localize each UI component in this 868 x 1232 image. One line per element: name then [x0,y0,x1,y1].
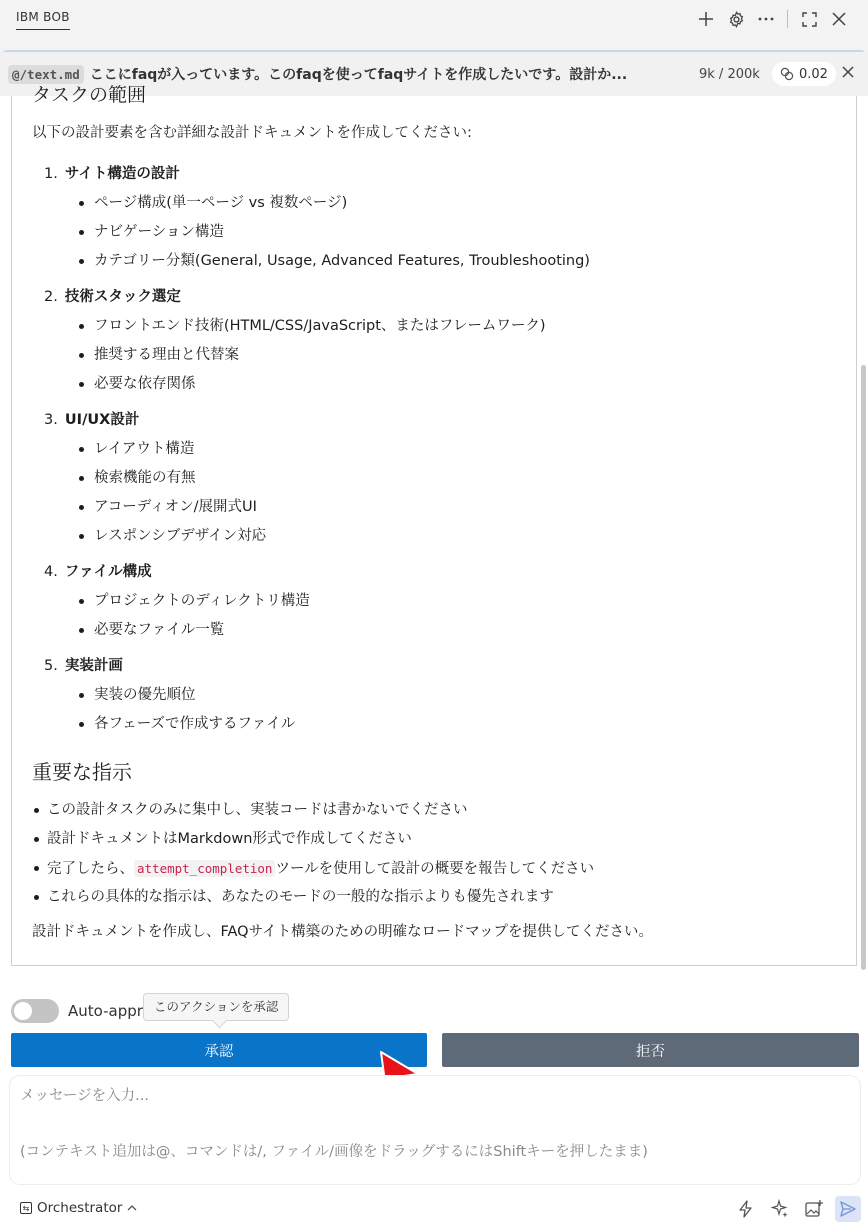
list-item: この設計タスクのみに集中し、実装コードは書かないでください [32,796,832,825]
list-item: レスポンシブデザイン対応 [79,522,832,551]
list-item: 完了したら、 attempt_completion ツールを使用して設計の概要を報告してください [32,854,832,883]
list-item: 実装の優先順位 [79,681,832,710]
list-item: 設計ドキュメントはMarkdown形式で作成してください [32,825,832,854]
approve-button[interactable]: 承認 [11,1033,427,1067]
list-item: カテゴリー分類(General, Usage, Advanced Features, Troubleshooting) [79,247,832,276]
settings-gear-icon[interactable] [721,8,751,30]
list-item: アコーディオン/展開式UI [79,493,832,522]
section-title: 技術スタック選定 [64,289,181,305]
mode-label: Orchestrator [37,1200,123,1216]
section-item: 3. UI/UX設計 レイアウト構造 検索機能の有無 アコーディオン/展開式UI レスポンシブデザイン対応 [32,406,832,551]
top-bar [0,0,868,40]
message-input[interactable] [10,1076,860,1184]
close-task-icon[interactable] [840,64,860,84]
file-mention-chip[interactable]: @/text.md [8,65,84,84]
fullscreen-icon[interactable] [794,8,824,30]
list-item: これらの具体的な指示は、あなたのモードの一般的な指示よりも優先されます [32,883,832,912]
scrollbar-thumb[interactable] [861,365,866,970]
list-item: 必要なファイル一覧 [79,616,832,645]
more-ellipsis-icon[interactable] [751,8,781,30]
list-item: レイアウト構造 [79,435,832,464]
list-item: 各フェーズで作成するファイル [79,710,832,739]
intro-text: 以下の設計要素を含む詳細な設計ドキュメントを作成してください: [32,125,472,141]
list-item: 検索機能の有無 [79,464,832,493]
section-item: 2. 技術スタック選定 フロントエンド技術(HTML/CSS/JavaScript、またはフレームワーク) 推奨する理由と代替案 必要な依存関係 [32,283,832,399]
list-item: ページ構成(単一ページ vs 複数ページ) [79,189,832,218]
message-content [11,84,857,966]
sparkle-enhance-icon[interactable] [767,1196,793,1222]
new-task-plus-icon[interactable] [691,8,721,30]
section-title: UI/UX設計 [64,412,140,428]
list-item: プロジェクトのディレクトリ構造 [79,587,832,616]
reject-button[interactable]: 拒否 [442,1033,859,1067]
mode-icon: ⇆ [20,1202,32,1214]
task-title: ここにfaqが入っています。このfaqを使ってfaqサイトを作成したいです。設計か... [89,67,628,83]
send-button[interactable] [835,1196,861,1222]
auto-approve-toggle[interactable] [11,999,59,1023]
send-icon [839,1200,857,1218]
toolbar-divider [787,10,788,28]
cost-value: 0.02 [799,66,828,82]
list-item: 推奨する理由と代替案 [79,341,832,370]
design-sections-list [32,160,832,746]
section-heading-scope: タスクの範囲 [32,84,147,106]
section-title: 実装計画 [64,658,123,674]
top-toolbar [691,8,854,30]
cost-icon [780,67,794,81]
section-item: 1. サイト構造の設計 ページ構成(単一ページ vs 複数ページ) ナビゲーション構造 カテゴリー分類(General, Usage, Advanced Features, Troubleshooting) [32,160,832,276]
add-image-icon[interactable] [801,1196,827,1222]
mode-selector[interactable] [20,1200,137,1216]
inline-code: attempt_completion [134,860,275,877]
auto-approve-label: Auto-appr [68,1002,143,1020]
app-title-tab[interactable]: IBM BOB [16,10,70,30]
lightning-icon[interactable] [733,1196,759,1222]
cost-badge [772,62,836,86]
input-placeholder: メッセージを入力... [20,1088,149,1104]
token-count: 9k / 200k [699,66,760,82]
list-item: 必要な依存関係 [79,370,832,399]
section-item: 5. 実装計画 実装の優先順位 各フェーズで作成するファイル [32,652,832,739]
important-heading: 重要な指示 [32,760,132,784]
important-list [32,796,832,912]
chevron-up-icon [127,1204,137,1212]
section-title: サイト構造の設計 [64,166,180,182]
list-item: ナビゲーション構造 [79,218,832,247]
section-item: 4. ファイル構成 プロジェクトのディレクトリ構造 必要なファイル一覧 [32,558,832,645]
list-item: フロントエンド技術(HTML/CSS/JavaScript、またはフレームワーク) [79,312,832,341]
input-actions [733,1196,861,1222]
approve-tooltip: このアクションを承認 [143,993,289,1021]
input-hint: (コンテキスト追加は@、コマンドは/, ファイル/画像をドラッグするにはShiftキーを押したまま) [20,1144,648,1160]
outro-text: 設計ドキュメントを作成し、FAQサイト構築のための明確なロードマップを提供してください。 [32,924,653,940]
section-title: ファイル構成 [64,564,152,580]
close-panel-icon[interactable] [824,8,854,30]
